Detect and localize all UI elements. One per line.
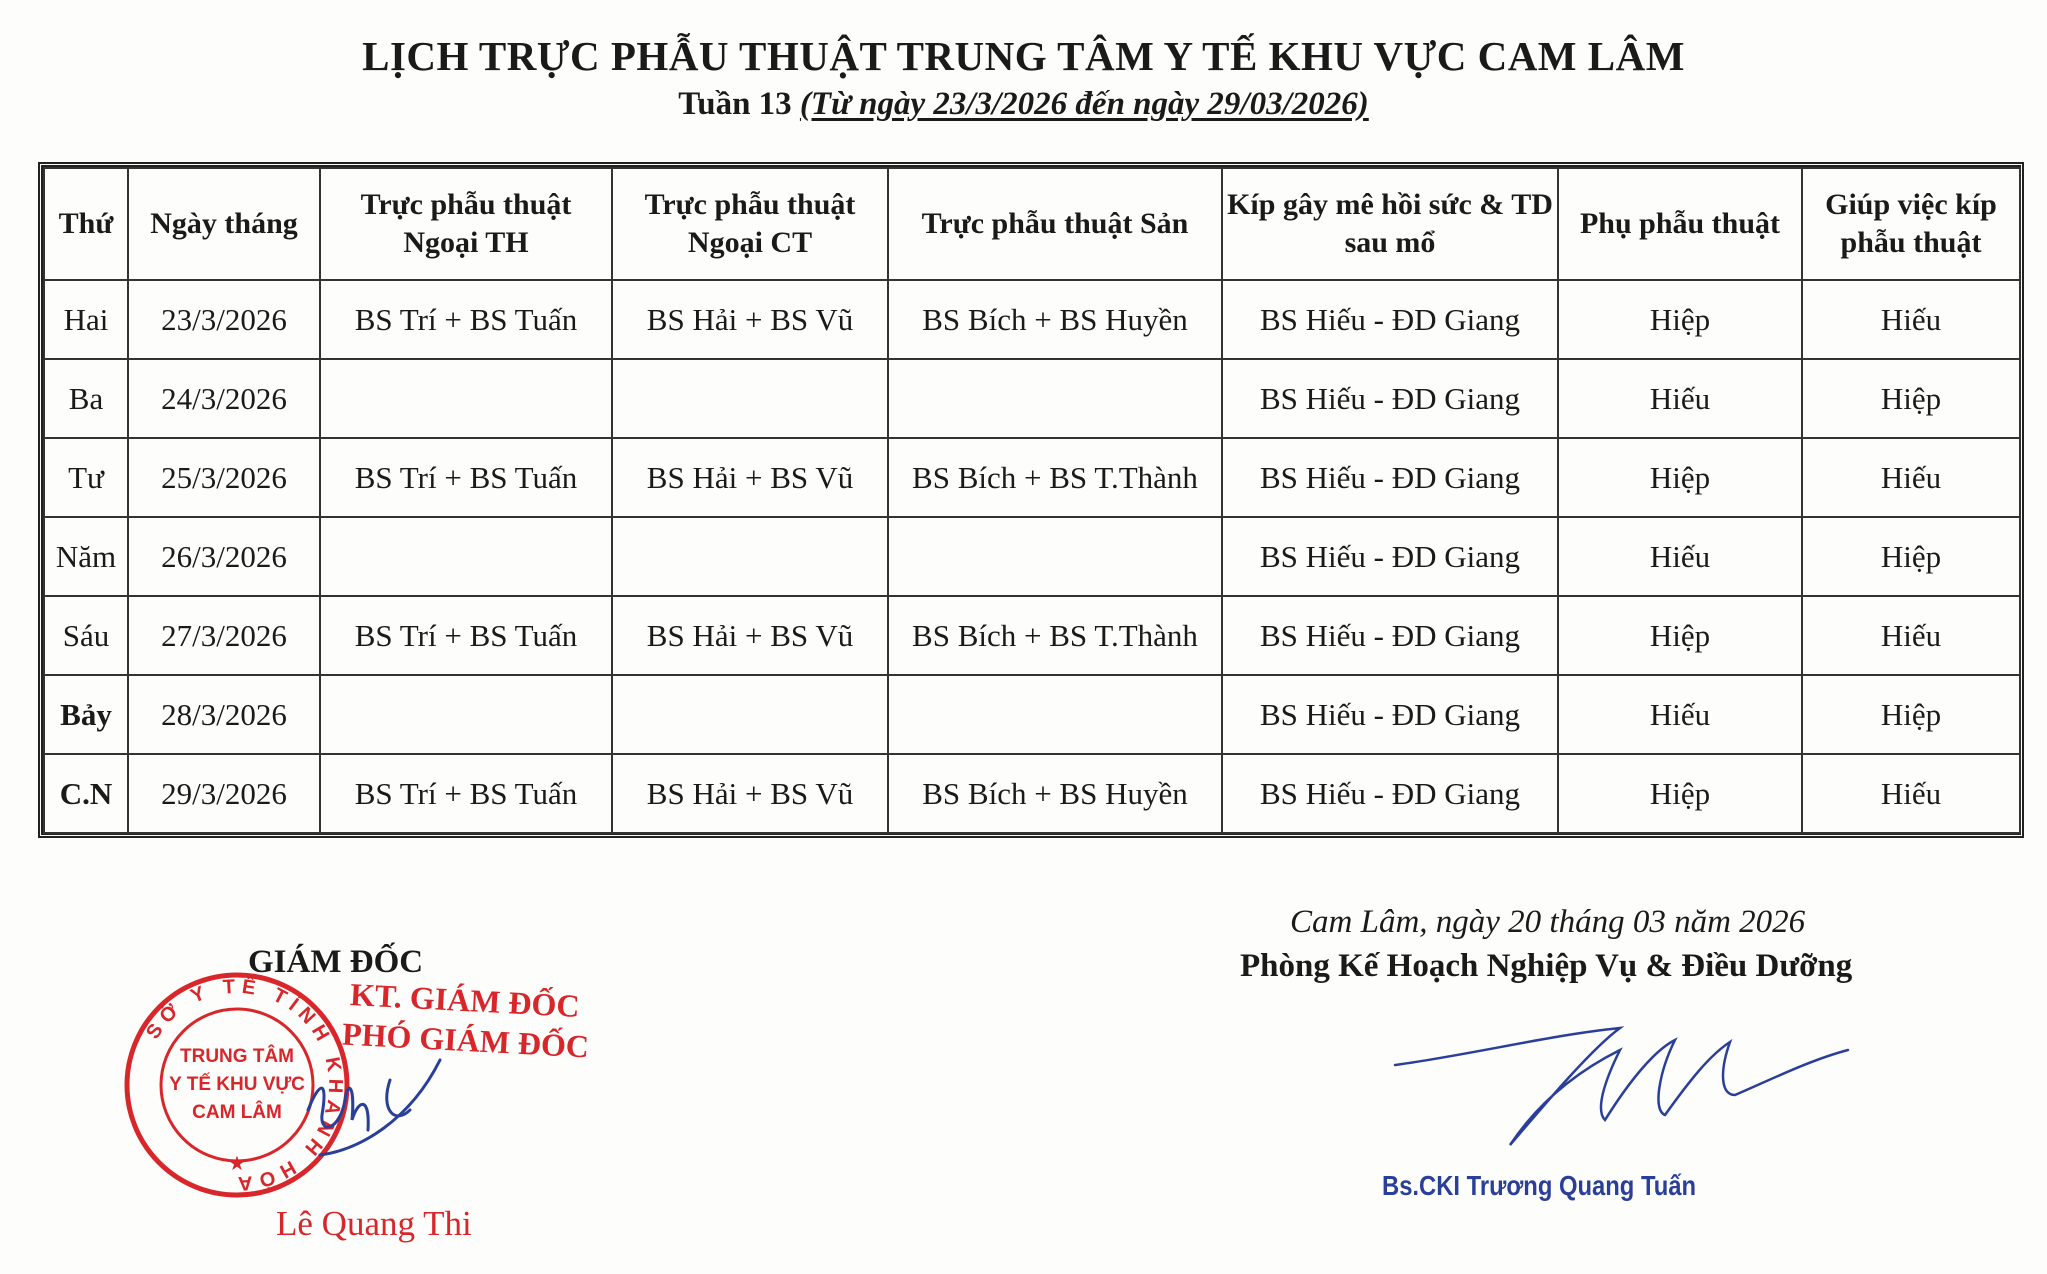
table-row <box>44 675 2020 754</box>
cell-ngoai-ct: BS Hải + BS Vũ <box>612 596 888 675</box>
col-header-san: Trực phẫu thuật Sản <box>888 168 1222 280</box>
cell-giup-viec: Hiệp <box>1802 675 2020 754</box>
svg-text:Y TẾ KHU VỰC: Y TẾ KHU VỰC <box>169 1074 305 1095</box>
cell-date: 29/3/2026 <box>128 754 320 833</box>
cell-san: BS Bích + BS T.Thành <box>888 438 1222 517</box>
cell-date: 25/3/2026 <box>128 438 320 517</box>
schedule-table-frame <box>38 162 2024 838</box>
cell-ngoai-th: BS Trí + BS Tuấn <box>320 438 612 517</box>
department-name: Phòng Kế Hoạch Nghiệp Vụ & Điều Dưỡng <box>1240 948 1853 984</box>
date-range: (Từ ngày 23/3/2026 đến ngày 29/03/2026) <box>799 86 1369 122</box>
svg-text:★: ★ <box>228 1153 246 1175</box>
cell-san <box>888 359 1222 438</box>
cell-phu: Hiệp <box>1558 280 1802 359</box>
vice-director-line1: KT. GIÁM ĐỐC <box>349 976 581 1024</box>
cell-ngoai-ct: BS Hải + BS Vũ <box>612 754 888 833</box>
cell-giup-viec: Hiệp <box>1802 517 2020 596</box>
cell-san <box>888 517 1222 596</box>
col-header-giup-viec: Giúp việc kíp phẫu thuật <box>1802 168 2020 280</box>
cell-giup-viec: Hiếu <box>1802 596 2020 675</box>
cell-ngoai-ct <box>612 517 888 596</box>
col-header-ngoai-th: Trực phẫu thuật Ngoại TH <box>320 168 612 280</box>
table-row <box>44 517 2020 596</box>
schedule-table <box>43 167 2021 834</box>
cell-gay-me: BS Hiếu - ĐD Giang <box>1222 359 1558 438</box>
cell-phu: Hiệp <box>1558 438 1802 517</box>
cell-day: Bảy <box>44 675 128 754</box>
cell-giup-viec: Hiếu <box>1802 754 2020 833</box>
left-signer-name: Lê Quang Thi <box>276 1204 472 1243</box>
col-header-date: Ngày tháng <box>128 168 320 280</box>
cell-day: C.N <box>44 754 128 833</box>
place-date: Cam Lâm, ngày 20 tháng 03 năm 2026 <box>1290 904 1806 940</box>
cell-ngoai-ct <box>612 675 888 754</box>
left-signature-icon <box>300 1040 490 1160</box>
table-row <box>44 280 2020 359</box>
right-signature-icon <box>1390 1010 1850 1150</box>
week-label: Tuần 13 <box>678 86 792 122</box>
cell-phu: Hiếu <box>1558 675 1802 754</box>
table-row <box>44 438 2020 517</box>
vice-director-line2: PHÓ GIÁM ĐỐC <box>341 1015 590 1065</box>
table-row <box>44 359 2020 438</box>
page-title: LỊCH TRỰC PHẪU THUẬT TRUNG TÂM Y TẾ KHU VỰC CAM LÂM <box>362 33 1685 79</box>
cell-date: 24/3/2026 <box>128 359 320 438</box>
cell-day: Hai <box>44 280 128 359</box>
cell-giup-viec: Hiếu <box>1802 280 2020 359</box>
cell-ngoai-ct: BS Hải + BS Vũ <box>612 280 888 359</box>
table-row <box>44 596 2020 675</box>
cell-ngoai-th <box>320 517 612 596</box>
cell-day: Ba <box>44 359 128 438</box>
cell-san <box>888 675 1222 754</box>
cell-gay-me: BS Hiếu - ĐD Giang <box>1222 517 1558 596</box>
cell-ngoai-ct: BS Hải + BS Vũ <box>612 438 888 517</box>
cell-phu: Hiếu <box>1558 517 1802 596</box>
svg-text:SỞ Y TẾ TỈNH KHÁNH HÒA: SỞ Y TẾ TỈNH KHÁNH HÒA <box>141 975 347 1195</box>
cell-phu: Hiếu <box>1558 359 1802 438</box>
cell-ngoai-ct <box>612 359 888 438</box>
table-header-row <box>44 168 2020 280</box>
cell-ngoai-th: BS Trí + BS Tuấn <box>320 754 612 833</box>
svg-text:TRUNG TÂM: TRUNG TÂM <box>180 1046 294 1067</box>
cell-day: Tư <box>44 438 128 517</box>
cell-date: 23/3/2026 <box>128 280 320 359</box>
cell-gay-me: BS Hiếu - ĐD Giang <box>1222 438 1558 517</box>
svg-text:CAM LÂM: CAM LÂM <box>192 1102 282 1123</box>
table-row <box>44 754 2020 833</box>
cell-ngoai-th: BS Trí + BS Tuấn <box>320 280 612 359</box>
cell-giup-viec: Hiệp <box>1802 359 2020 438</box>
cell-day: Sáu <box>44 596 128 675</box>
col-header-gay-me: Kíp gây mê hồi sức & TD sau mổ <box>1222 168 1558 280</box>
cell-giup-viec: Hiếu <box>1802 438 2020 517</box>
col-header-ngoai-ct: Trực phẫu thuật Ngoại CT <box>612 168 888 280</box>
cell-phu: Hiệp <box>1558 754 1802 833</box>
cell-san: BS Bích + BS Huyền <box>888 280 1222 359</box>
cell-gay-me: BS Hiếu - ĐD Giang <box>1222 596 1558 675</box>
cell-ngoai-th: BS Trí + BS Tuấn <box>320 596 612 675</box>
cell-day: Năm <box>44 517 128 596</box>
cell-date: 26/3/2026 <box>128 517 320 596</box>
cell-date: 27/3/2026 <box>128 596 320 675</box>
cell-phu: Hiệp <box>1558 596 1802 675</box>
cell-gay-me: BS Hiếu - ĐD Giang <box>1222 754 1558 833</box>
cell-gay-me: BS Hiếu - ĐD Giang <box>1222 280 1558 359</box>
col-header-day: Thứ <box>44 168 128 280</box>
cell-ngoai-th <box>320 675 612 754</box>
cell-san: BS Bích + BS Huyền <box>888 754 1222 833</box>
cell-san: BS Bích + BS T.Thành <box>888 596 1222 675</box>
cell-ngoai-th <box>320 359 612 438</box>
right-signer-name: Bs.CKI Trương Quang Tuấn <box>1382 1170 1697 1201</box>
page-subtitle <box>0 86 2047 123</box>
col-header-phu: Phụ phẫu thuật <box>1558 168 1802 280</box>
director-title: GIÁM ĐỐC <box>248 944 424 980</box>
cell-gay-me: BS Hiếu - ĐD Giang <box>1222 675 1558 754</box>
cell-date: 28/3/2026 <box>128 675 320 754</box>
